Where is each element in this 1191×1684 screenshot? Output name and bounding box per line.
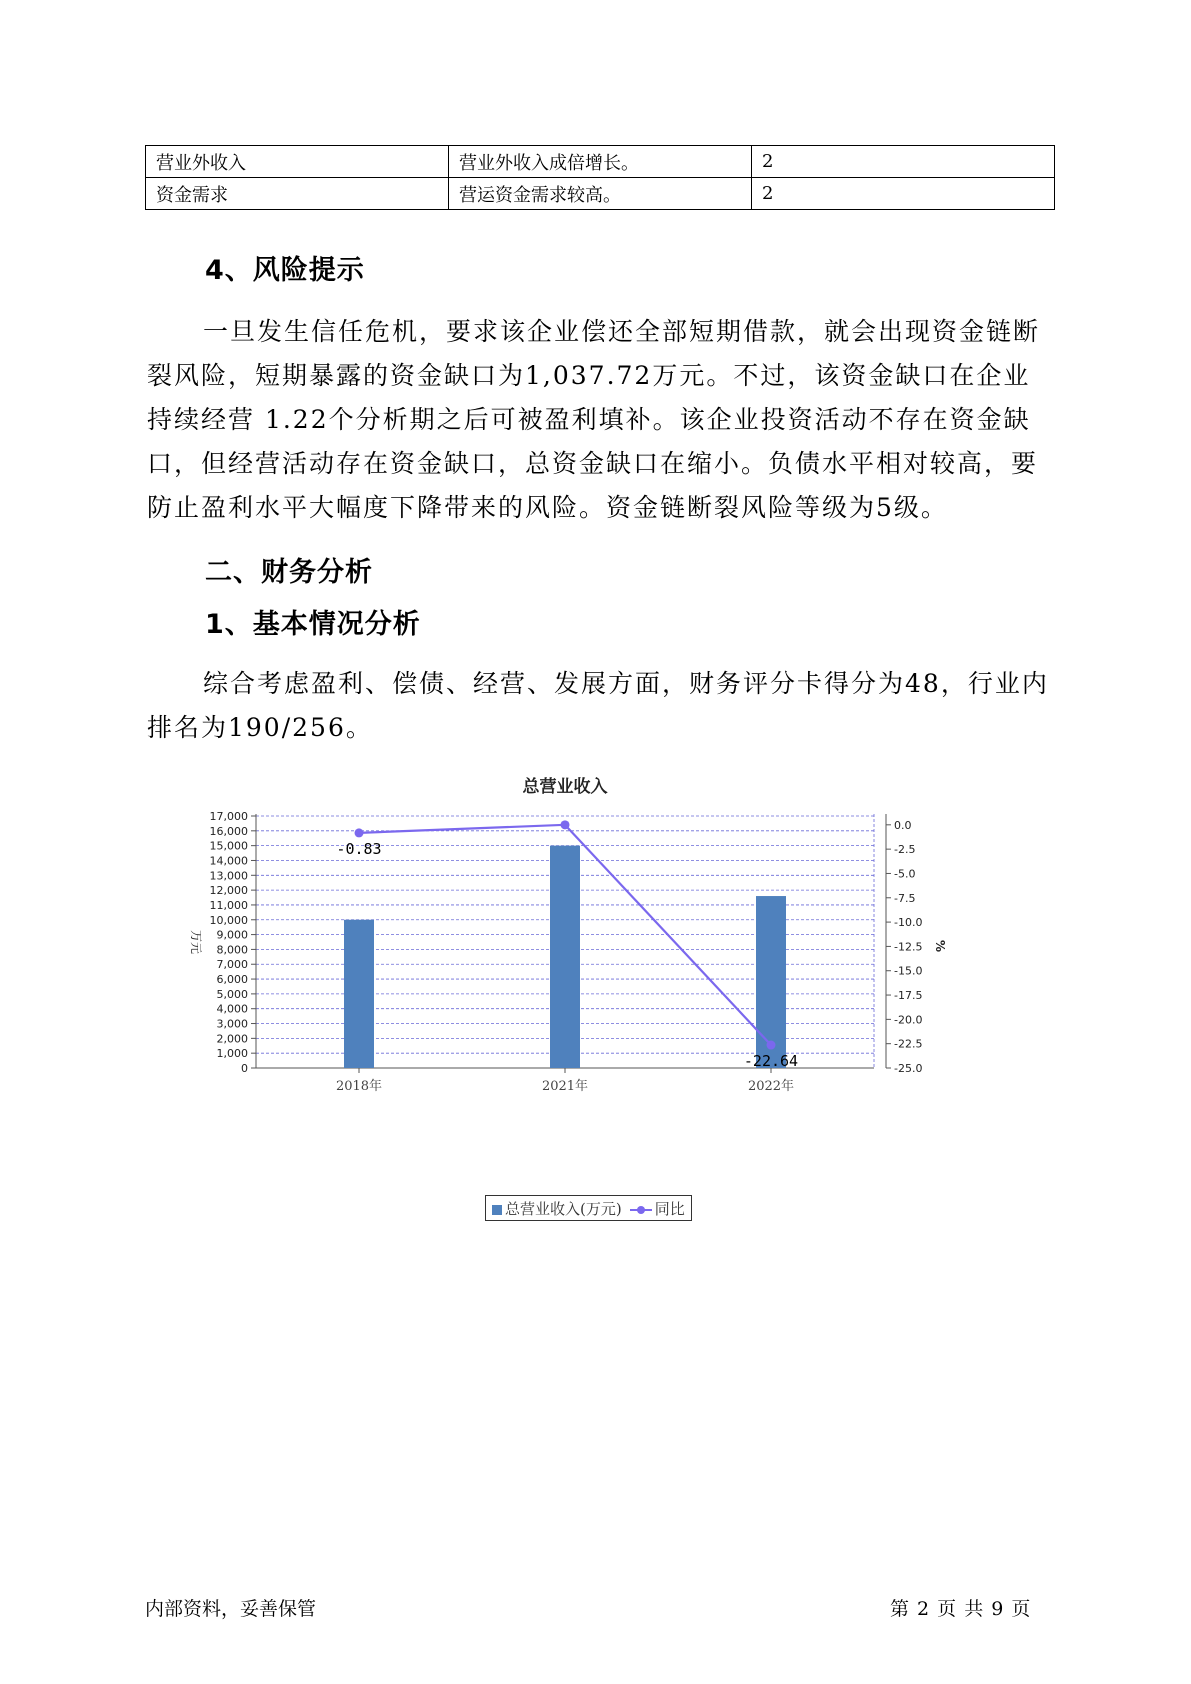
basic-analysis-heading: 1、基本情况分析	[205, 609, 421, 640]
table-cell-item: 营业外收入	[146, 146, 449, 178]
yoy-point	[561, 820, 570, 829]
yoy-point	[767, 1041, 776, 1050]
y2-tick-label: -25.0	[894, 1062, 923, 1075]
y-tick-label: 2,000	[216, 1032, 248, 1046]
y2-axis-label: %	[933, 939, 947, 953]
y2-tick-label: -10.0	[894, 916, 923, 930]
y-tick-label: 13,000	[209, 869, 248, 883]
revenue-chart	[180, 778, 1000, 1238]
data-label: -22.64	[743, 1052, 799, 1071]
basic-analysis-paragraph: 综合考虑盈利、偿债、经营、发展方面，财务评分卡得分为48，行业内排名为190/256。	[147, 669, 1049, 742]
y-tick-label: 17,000	[209, 810, 248, 823]
y2-tick-label: -2.5	[894, 843, 916, 857]
table-cell-desc: 营业外收入成倍增长。	[449, 146, 752, 178]
y-tick-label: 16,000	[209, 824, 248, 838]
table-cell-item: 资金需求	[146, 178, 449, 210]
table-row	[146, 178, 1055, 210]
bar	[344, 920, 374, 1068]
footer-page-number: 第 2 页 共 9 页	[890, 1598, 1032, 1620]
table-cell-desc: 营运资金需求较高。	[449, 178, 752, 210]
y-tick-label: 11,000	[209, 898, 248, 912]
y-tick-label: 4,000	[216, 1002, 248, 1016]
y2-tick-label: -20.0	[894, 1013, 923, 1027]
y-tick-label: 5,000	[216, 987, 248, 1001]
y-tick-label: 10,000	[209, 913, 248, 927]
legend-item-yoy	[630, 1198, 685, 1219]
chart-legend	[485, 1195, 692, 1221]
bar-swatch-icon	[492, 1205, 502, 1215]
legend-item-revenue	[492, 1198, 622, 1219]
y2-tick-label: 0.0	[894, 818, 912, 832]
y2-tick-label: -12.5	[894, 940, 923, 954]
y-axis-label: 万元	[189, 929, 203, 955]
y2-tick-label: -15.0	[894, 964, 923, 978]
risk-table	[145, 145, 1055, 210]
y-tick-label: 12,000	[209, 884, 248, 898]
y-tick-label: 15,000	[209, 839, 248, 853]
risk-paragraph: 一旦发生信任危机，要求该企业偿还全部短期借款，就会出现资金链断裂风险，短期暴露的资金缺口为1,037.72万元。不过，该资金缺口在企业持续经营 1.22个分析期之后可被盈利填补。该企业投资活动不存在资金缺口，但经营活动存在资金缺口，总资金缺口在缩小。负债水平相对较高，要防止盈利水平大幅度下降带来的风险。资金链断裂风险等级为5级。	[147, 317, 1041, 522]
chart-title: 总营业收入	[522, 777, 608, 797]
table-row	[146, 146, 1055, 178]
y-tick-label: 3,000	[216, 1017, 248, 1031]
line-swatch-icon	[630, 1205, 652, 1215]
y-tick-label: 9,000	[216, 928, 248, 942]
x-tick-label: 2018年	[335, 1079, 383, 1094]
y2-tick-label: -22.5	[894, 1037, 923, 1051]
table-cell-score: 2	[752, 178, 1055, 210]
legend-label-revenue: 总营业收入(万元)	[505, 1199, 622, 1218]
y2-tick-label: -17.5	[894, 989, 923, 1003]
x-tick-label: 2021年	[541, 1079, 589, 1094]
finance-heading: 二、财务分析	[205, 557, 373, 588]
y-tick-label: 6,000	[216, 973, 248, 987]
y2-tick-label: -7.5	[894, 891, 916, 905]
y-tick-label: 1,000	[216, 1047, 248, 1061]
revenue-chart-svg	[180, 778, 1000, 1238]
y-tick-label: 8,000	[216, 943, 248, 957]
risk-heading: 4、风险提示	[205, 255, 365, 286]
y2-tick-label: -5.0	[894, 867, 916, 881]
y-tick-label: 14,000	[209, 854, 248, 868]
footer-confidential: 内部资料，妥善保管	[145, 1598, 317, 1620]
y-tick-label: 0	[241, 1062, 248, 1075]
y-tick-label: 7,000	[216, 958, 248, 972]
yoy-point	[355, 828, 364, 837]
legend-label-yoy: 同比	[654, 1199, 685, 1218]
bar	[550, 846, 580, 1068]
table-cell-score: 2	[752, 146, 1055, 178]
x-tick-label: 2022年	[747, 1079, 795, 1094]
data-label: -0.83	[336, 839, 382, 858]
